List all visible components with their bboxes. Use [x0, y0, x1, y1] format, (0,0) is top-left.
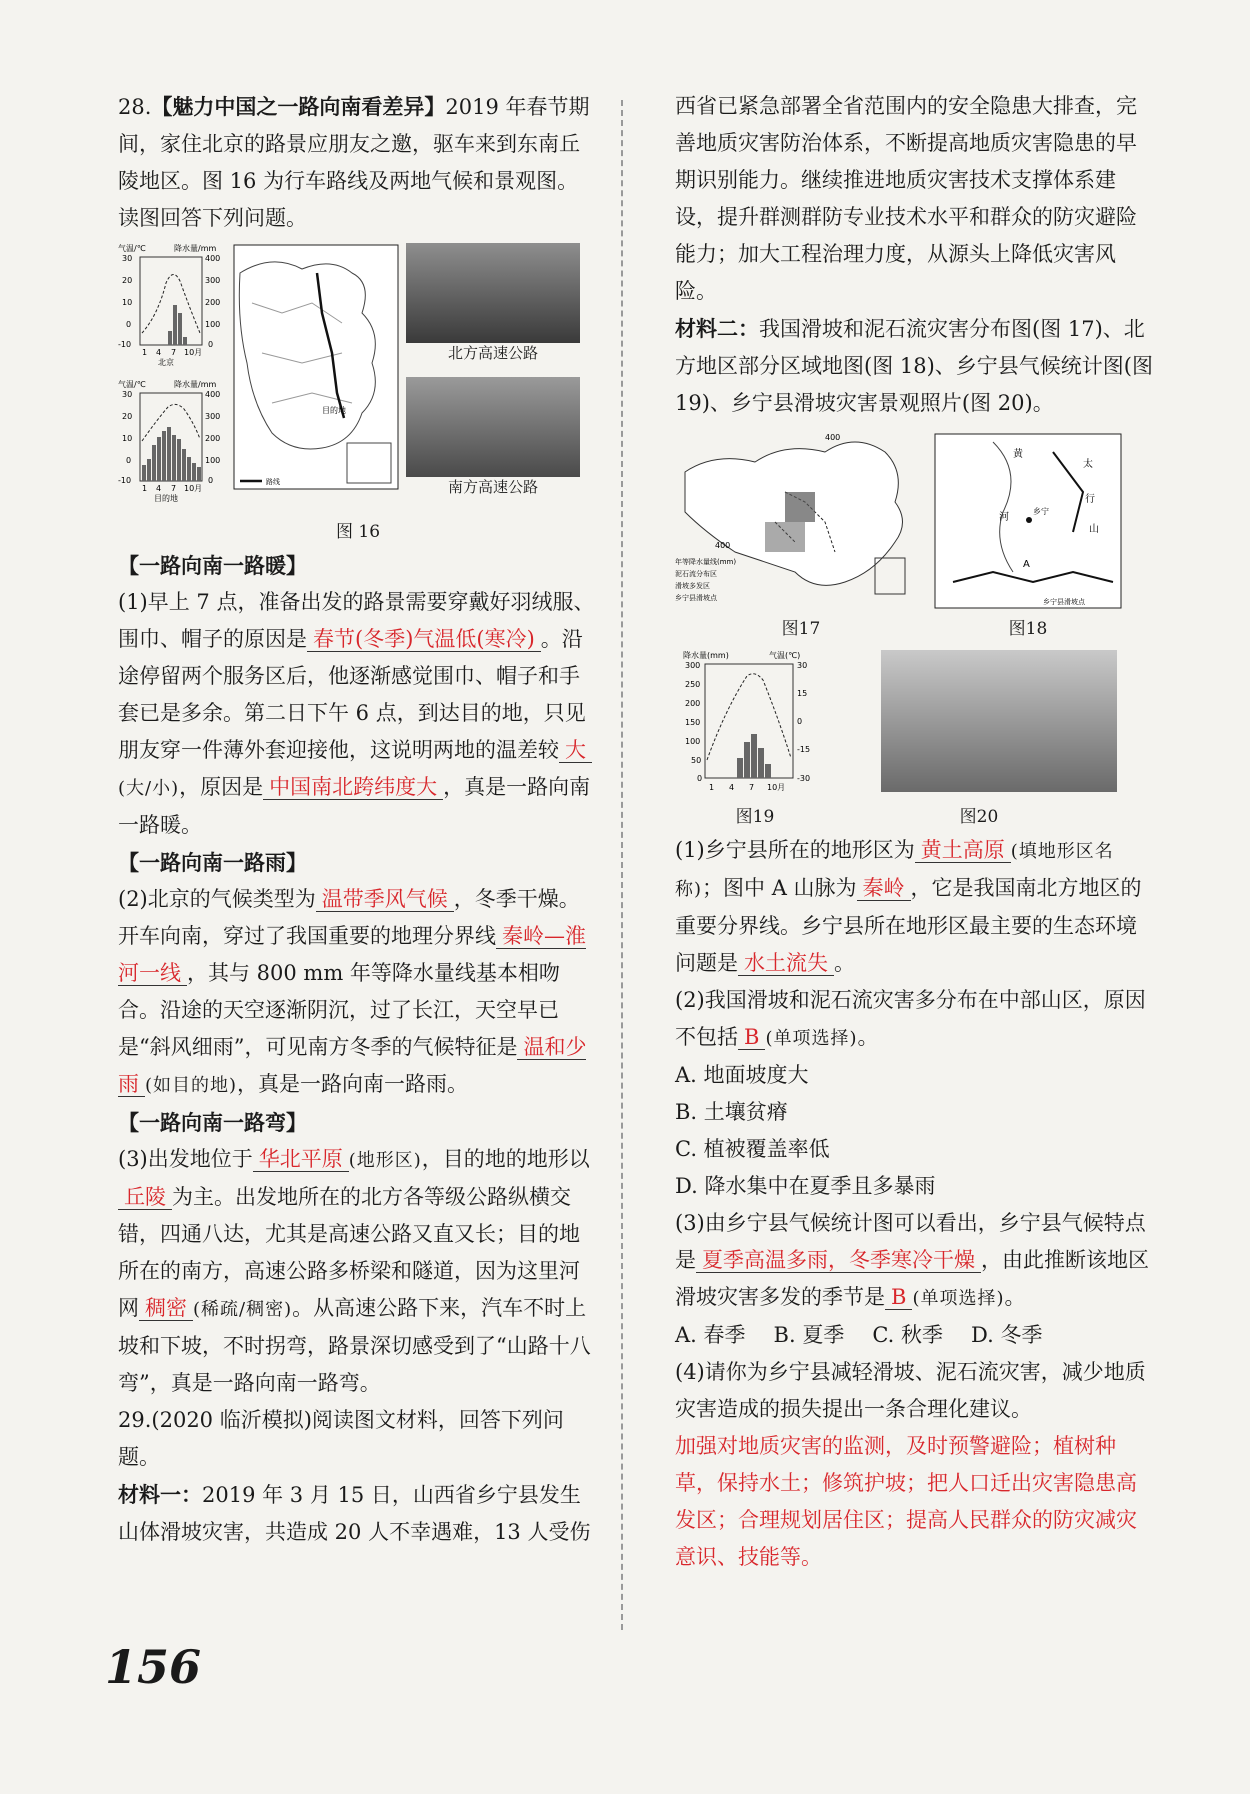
svg-text:10: 10 — [122, 298, 133, 307]
question-29-1 — [675, 832, 1155, 982]
section-3-title: 【一路向南一路弯】 — [118, 1110, 307, 1135]
material-1-label: 材料一： — [118, 1482, 202, 1507]
page-number: 156 — [105, 1640, 202, 1694]
figure-17-caption: 图17 — [781, 619, 821, 639]
svg-text:降水量/mm: 降水量/mm — [174, 380, 217, 389]
q29-3-options — [675, 1317, 1155, 1354]
highway-photos — [406, 243, 580, 497]
svg-text:降水量/mm: 降水量/mm — [174, 244, 217, 253]
destination-climate-chart — [118, 379, 226, 503]
captions-17-18 — [675, 614, 1155, 644]
q29-3-answer-2: B — [885, 1285, 912, 1310]
svg-text:400: 400 — [205, 390, 221, 399]
q29-3-text-c: 。 — [1004, 1285, 1026, 1309]
question-28-2 — [118, 881, 598, 1104]
svg-text:20: 20 — [122, 412, 133, 421]
right-column — [675, 88, 1155, 1576]
q28-3-answer-2: 丘陵 — [118, 1185, 172, 1210]
svg-text:4: 4 — [729, 783, 735, 792]
q28-intro-text: 2019 年春节期间，家住北京的路景应朋友之邀，驱车来到东南丘陵地区。图 16 为行车路线及两地气候和景观图。读图回答下列问题。 — [118, 95, 590, 230]
q29-2-text-a: (2)我国滑坡和泥石流灾害多分布在中部山区，原因不包括 — [675, 988, 1146, 1049]
q28-2-text-b: ，冬季干燥。开车向南，穿过了我国重要的地理分界线 — [118, 887, 580, 948]
svg-text:300: 300 — [205, 412, 221, 421]
q29-1-answer-3: 水土流失 — [738, 951, 834, 976]
question-29-3 — [675, 1205, 1155, 1317]
svg-text:气温/℃: 气温/℃ — [118, 380, 146, 389]
svg-text:年等降水量线(mm): 年等降水量线(mm) — [675, 558, 737, 566]
q29-2-option-a: A. 地面坡度大 — [675, 1063, 809, 1087]
q28-3-text-c: 为主。出发地所在的北方各等级公路纵横交错，四通八达，尤其是高速公路又直又长；目的地所在的南方，高速公路多桥梁和隧道，因为这里河网 — [118, 1185, 580, 1320]
svg-text:150: 150 — [685, 718, 701, 727]
svg-text:目的地: 目的地 — [322, 406, 346, 415]
column-divider — [621, 100, 623, 1630]
q29-2-option-b: B. 土壤贫瘠 — [675, 1100, 788, 1124]
material-2-label: 材料二： — [675, 316, 759, 341]
svg-text:乡宁县滑坡点: 乡宁县滑坡点 — [1043, 598, 1085, 606]
q28-2-text-c: ，其与 800 mm 年等降水量线基本相吻合。沿途的天空逐渐阴沉，过了长江，天空早已是“斜风细雨”，可见南方冬季的气候特征是 — [118, 961, 560, 1059]
svg-text:10月: 10月 — [767, 783, 786, 792]
section-1-title: 【一路向南一路暖】 — [118, 553, 307, 578]
q29-3-text-a: (3)由乡宁县气候统计图可以看出，乡宁县气候特点是 — [675, 1211, 1146, 1272]
landslide-photo — [881, 650, 1117, 792]
svg-text:-10: -10 — [118, 340, 132, 349]
q29-number: 29. — [118, 1408, 152, 1432]
q28-3-hint-2: (稀疏/稠密) — [193, 1299, 293, 1320]
svg-text:250: 250 — [685, 680, 701, 689]
svg-text:1: 1 — [142, 348, 148, 357]
svg-text:太: 太 — [1083, 459, 1093, 470]
svg-text:7: 7 — [749, 783, 755, 792]
figure-16 — [118, 243, 598, 515]
question-29-4: (4)请你为乡宁县减轻滑坡、泥石流灾害，减少地质灾害造成的损失提出一条合理化建议。 — [675, 1360, 1146, 1421]
svg-text:15: 15 — [797, 689, 808, 698]
svg-text:10月: 10月 — [184, 348, 203, 357]
svg-text:目的地: 目的地 — [154, 494, 178, 503]
q29-1-hint: (填地形区名称) — [675, 841, 1114, 900]
figure-17-map — [675, 432, 927, 612]
svg-text:乡宁: 乡宁 — [1033, 507, 1049, 516]
material-2-text: 我国滑坡和泥石流灾害分布图(图 17)、北方地区部分区域地图(图 18)、乡宁县气候统计图(图 19)、乡宁县滑坡灾害景观照片(图 20)。 — [675, 317, 1153, 415]
figures-17-18 — [675, 432, 1155, 612]
figure-18-map — [933, 432, 1123, 612]
q29-2-answer: B — [738, 1025, 765, 1050]
svg-text:河: 河 — [999, 512, 1009, 523]
q29-intro-text: 阅读图文材料，回答下列问题。 — [118, 1408, 564, 1469]
q28-2-answer-3: 温和少雨 — [118, 1035, 587, 1096]
svg-text:1: 1 — [709, 783, 715, 792]
figure-20-caption: 图20 — [959, 807, 999, 827]
material-1-text: 2019 年 3 月 15 日，山西省乡宁县发生山体滑坡灾害，共造成 20 人不幸遇难，13 人受伤 — [118, 1483, 591, 1544]
svg-text:0: 0 — [126, 320, 132, 329]
q29-3-option-b: B. 夏季 — [773, 1323, 845, 1347]
q29-2-hint: (单项选择) — [765, 1028, 858, 1049]
question-29-2 — [675, 982, 1155, 1057]
svg-text:300: 300 — [685, 661, 701, 670]
svg-text:30: 30 — [122, 254, 133, 263]
svg-text:100: 100 — [205, 320, 221, 329]
q28-3-text-a: (3)出发地位于 — [118, 1147, 253, 1171]
q28-2-answer-1: 温带季风气候 — [316, 887, 454, 912]
q29-2-text-b: 。 — [857, 1025, 879, 1049]
figures-19-20 — [675, 650, 1155, 800]
svg-text:0: 0 — [208, 340, 214, 349]
material-1-text-cont: 西省已紧急部署全省范围内的安全隐患大排查，完善地质灾害防治体系，不断提高地质灾害隐患的早期识别能力。继续推进地质灾害技术支撑体系建设，提升群测群防专业技术水平和群众的防灾避险能力；加大工程治理力度，从源头上降低灾害风险。 — [675, 94, 1137, 303]
svg-text:20: 20 — [122, 276, 133, 285]
q28-1-answer-1: 春节(冬季)气温低(寒冷) — [307, 627, 541, 652]
svg-text:200: 200 — [205, 434, 221, 443]
figure-16-caption: 图 16 — [335, 522, 381, 542]
climate-charts — [118, 243, 226, 515]
svg-text:0: 0 — [697, 774, 703, 783]
q28-3-text-d: 。从高速公路下来，汽车不时上坡和下坡，不时拐弯，路景深切感受到了“山路十八弯”，真是一路向南一路弯。 — [118, 1296, 591, 1395]
south-highway-caption: 南方高速公路 — [447, 478, 538, 496]
svg-text:400: 400 — [825, 433, 841, 442]
figure-19-chart — [675, 650, 835, 800]
q29-3-text-b: ，由此推断该地区滑坡灾害多发的季节是 — [675, 1248, 1149, 1309]
question-28-3 — [118, 1141, 598, 1402]
q29-2-option-c: C. 植被覆盖率低 — [675, 1137, 830, 1161]
svg-text:30: 30 — [797, 661, 808, 670]
svg-text:黄: 黄 — [1013, 449, 1023, 460]
captions-19-20 — [675, 802, 1155, 832]
svg-text:300: 300 — [205, 276, 221, 285]
svg-text:400: 400 — [715, 541, 731, 550]
q28-1-text-a: (1)早上 7 点，准备出发的路景需要穿戴好羽绒服、围巾、帽子的原因是 — [118, 590, 595, 651]
svg-text:-10: -10 — [118, 476, 132, 485]
svg-text:7: 7 — [171, 484, 177, 493]
svg-text:4: 4 — [156, 348, 162, 357]
q29-3-answer-1: 夏季高温多雨，冬季寒冷干燥 — [696, 1248, 981, 1273]
q29-1-text-d: 。 — [834, 951, 855, 975]
svg-text:7: 7 — [171, 348, 177, 357]
q28-tag: 【魅力中国之一路向南看差异】 — [151, 94, 446, 119]
svg-text:400: 400 — [205, 254, 221, 263]
q28-1-hint: (大/小) — [118, 778, 180, 799]
q29-intro — [118, 1402, 598, 1476]
svg-text:200: 200 — [205, 298, 221, 307]
svg-text:10月: 10月 — [184, 484, 203, 493]
q28-1-answer-2: 大 — [559, 738, 592, 763]
svg-text:50: 50 — [691, 756, 702, 765]
material-1-continued — [675, 88, 1155, 310]
svg-text:A: A — [1023, 559, 1030, 570]
q28-intro — [118, 88, 598, 237]
svg-text:降水量(mm): 降水量(mm) — [683, 651, 729, 660]
q29-material-1-start — [118, 1476, 598, 1550]
q29-2-option-d: D. 降水集中在夏季且多暴雨 — [675, 1174, 936, 1198]
svg-text:0: 0 — [126, 456, 132, 465]
q29-1-text-c: ，它是我国南北方地区的重要分界线。乡宁县所在地形区最主要的生态环境问题是 — [675, 876, 1142, 975]
q29-1-answer-2: 秦岭 — [857, 876, 911, 901]
svg-text:北京: 北京 — [158, 358, 174, 367]
q28-1-text-d: ，真是一路向南一路暖。 — [118, 775, 591, 837]
q29-4-answer: 加强对地质灾害的监测，及时预警避险；植树种草，保持水土；修筑护坡；把人口迁出灾害隐患高发区；合理规划居住区；提高人民群众的防灾减灾意识、技能等。 — [675, 1434, 1137, 1569]
section-2-title: 【一路向南一路雨】 — [118, 850, 307, 875]
svg-text:-30: -30 — [797, 774, 811, 783]
svg-text:乡宁县滑坡点: 乡宁县滑坡点 — [675, 594, 717, 602]
q28-1-text-c: ，原因是 — [179, 775, 264, 799]
svg-text:路线: 路线 — [266, 478, 280, 486]
svg-text:200: 200 — [685, 699, 701, 708]
svg-text:10: 10 — [122, 434, 133, 443]
south-highway-photo — [406, 377, 580, 477]
figure-19-caption: 图19 — [735, 807, 775, 827]
q29-1-text-b: ；图中 A 山脉为 — [702, 876, 857, 900]
svg-text:滑坡多发区: 滑坡多发区 — [675, 582, 710, 590]
q28-2-answer-2: 秦岭—淮河一线 — [118, 924, 586, 985]
svg-text:气温/℃: 气温/℃ — [118, 244, 146, 253]
q28-number: 28. — [118, 95, 152, 119]
svg-text:100: 100 — [205, 456, 221, 465]
q28-2-text-a: (2)北京的气候类型为 — [118, 887, 316, 911]
q28-3-answer-1: 华北平原 — [253, 1147, 349, 1172]
north-highway-photo — [406, 243, 580, 343]
q28-2-text-d: ，真是一路向南一路雨。 — [237, 1072, 469, 1096]
north-highway-caption: 北方高速公路 — [447, 344, 538, 362]
svg-text:30: 30 — [122, 390, 133, 399]
left-column — [118, 88, 598, 1550]
q28-3-text-b: ，目的地的地形以 — [421, 1147, 590, 1171]
q28-1-text-b: 。沿途停留两个服务区后，他逐渐感觉围巾、帽子和手套已是多余。第二日下午 6 点，到达目的地，只见朋友穿一件薄外套迎接他，这说明两地的温差较 — [118, 627, 586, 762]
svg-text:气温(℃): 气温(℃) — [769, 651, 801, 660]
svg-text:1: 1 — [142, 484, 148, 493]
q28-2-hint: (如目的地) — [145, 1075, 238, 1096]
q28-3-hint-1: (地形区) — [348, 1150, 422, 1171]
svg-text:-15: -15 — [797, 745, 811, 754]
svg-text:泥石流分布区: 泥石流分布区 — [675, 570, 717, 578]
beijing-climate-chart — [118, 243, 226, 367]
q29-3-option-a: A. 春季 — [675, 1323, 746, 1347]
q29-source: (2020 临沂模拟) — [151, 1408, 312, 1432]
q29-3-option-d: D. 冬季 — [971, 1323, 1043, 1347]
svg-text:山: 山 — [1089, 524, 1099, 535]
svg-text:0: 0 — [797, 717, 803, 726]
q28-3-answer-3: 稠密 — [139, 1296, 193, 1321]
svg-text:0: 0 — [208, 476, 214, 485]
q29-1-answer-1: 黄土高原 — [915, 838, 1011, 863]
route-map — [232, 243, 400, 493]
svg-text:100: 100 — [685, 737, 701, 746]
figure-18-caption: 图18 — [1008, 619, 1048, 639]
material-2 — [675, 310, 1155, 422]
q29-3-option-c: C. 秋季 — [872, 1323, 943, 1347]
q29-3-hint: (单项选择) — [912, 1288, 1005, 1309]
question-28-1 — [118, 584, 598, 844]
svg-text:4: 4 — [156, 484, 162, 493]
svg-text:行: 行 — [1085, 494, 1095, 505]
q28-1-answer-3: 中国南北跨纬度大 — [263, 775, 443, 800]
q29-1-text-a: (1)乡宁县所在的地形区为 — [675, 838, 915, 862]
